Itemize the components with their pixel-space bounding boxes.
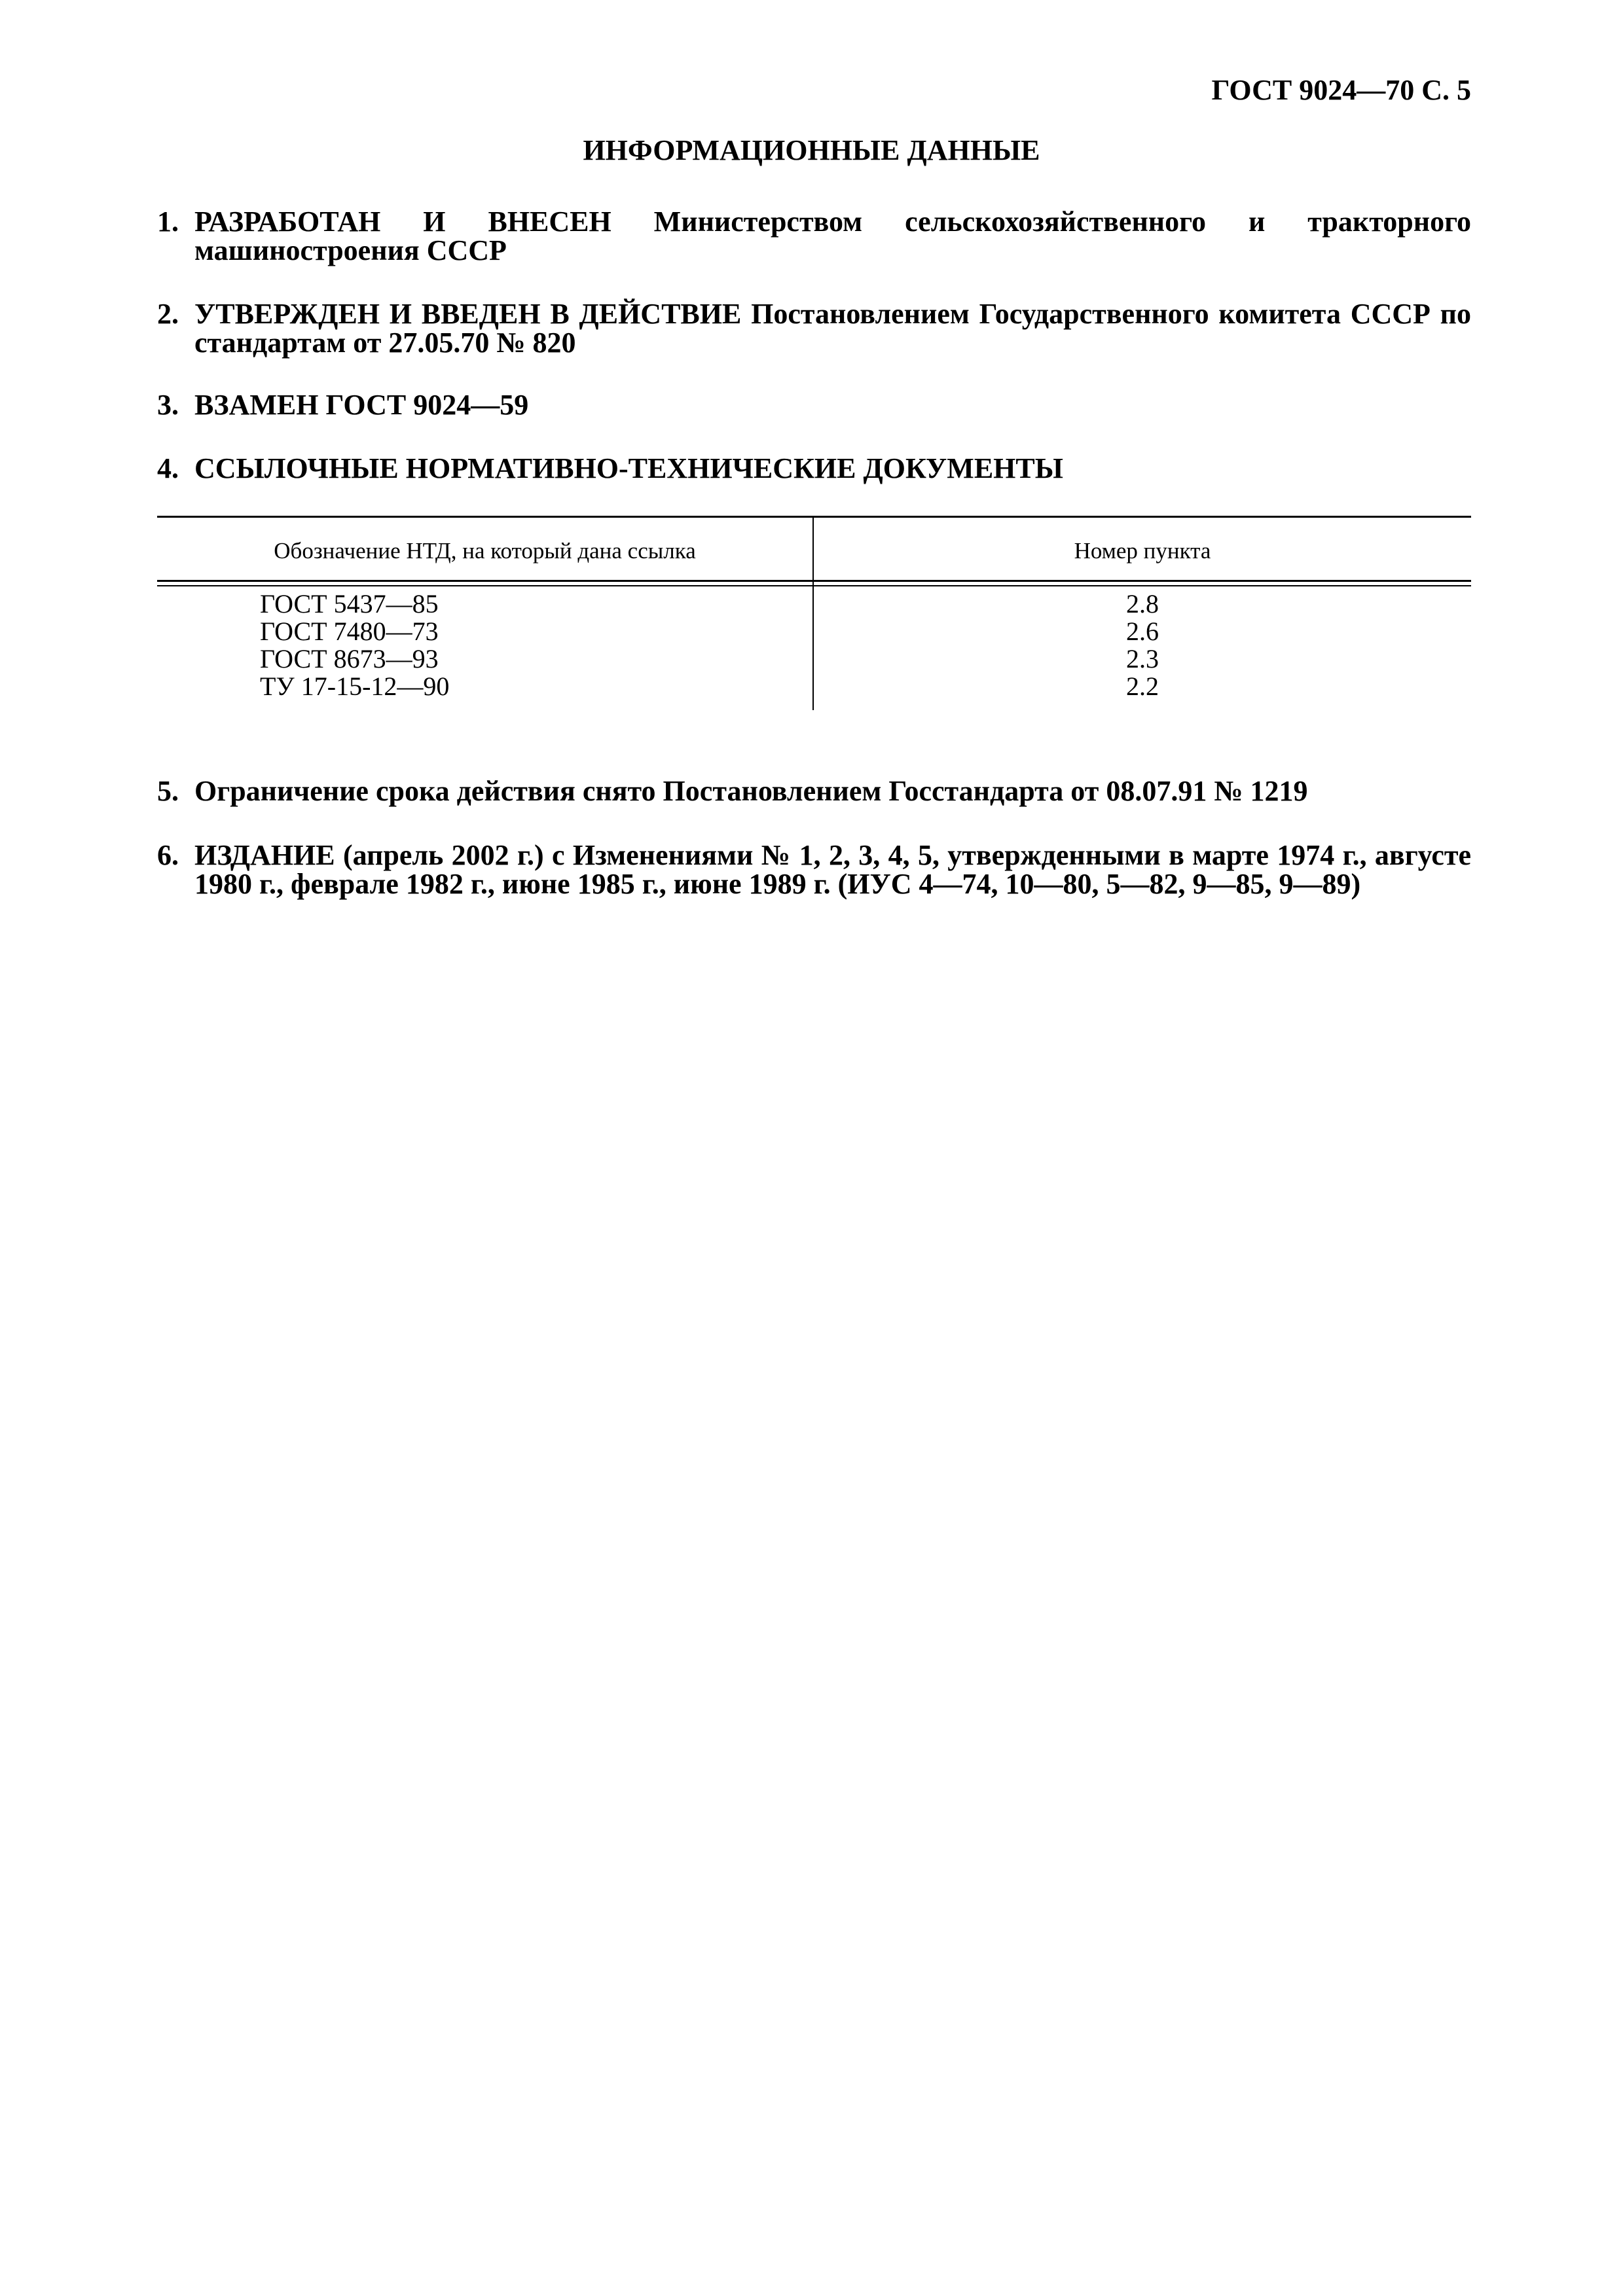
designation-cell: ГОСТ 7480—73 bbox=[260, 617, 439, 646]
item-body bbox=[194, 454, 1471, 483]
table-header-clause: Номер пункта bbox=[1074, 538, 1211, 564]
clause-cell: 2.6 bbox=[1126, 617, 1159, 646]
clause-cell: 2.2 bbox=[1126, 672, 1159, 701]
item-body bbox=[194, 207, 1471, 265]
table-header-rule-double bbox=[157, 585, 1471, 586]
table-body bbox=[157, 590, 1471, 700]
info-item-5 bbox=[157, 777, 1471, 806]
item-number: 2. bbox=[157, 298, 179, 330]
table-header-designation: Обозначение НТД, на который дана ссылка bbox=[274, 538, 696, 564]
item-body bbox=[194, 841, 1471, 899]
table-row bbox=[157, 590, 1471, 618]
table-row bbox=[157, 673, 1471, 700]
designation-cell: ТУ 17-15-12—90 bbox=[260, 672, 450, 701]
document-title: ИНФОРМАЦИОННЫЕ ДАННЫЕ bbox=[583, 134, 1040, 166]
item-number: 6. bbox=[157, 839, 179, 871]
item-number: 1. bbox=[157, 206, 179, 238]
table-top-rule bbox=[157, 516, 1471, 518]
table-row bbox=[157, 618, 1471, 645]
item-text: Постановлением Государственного комитета СССР по стандартам от 27.05.70 № 820 bbox=[194, 298, 1472, 359]
item-lead: УТВЕРЖДЕН И ВВЕДЕН В ДЕЙСТВИЕ bbox=[194, 298, 742, 330]
designation-cell: ГОСТ 8673—93 bbox=[260, 644, 439, 673]
item-text: Ограничение срока действия снято Постановлением Госстандарта от 08.07.91 № 1219 bbox=[194, 775, 1308, 807]
table-row bbox=[157, 645, 1471, 673]
info-item-2 bbox=[157, 300, 1471, 357]
table-header-rule bbox=[157, 580, 1471, 582]
item-text: Министерством сельскохозяйственного и тракторного машиностроения СССР bbox=[194, 206, 1471, 266]
info-item-1 bbox=[157, 207, 1471, 265]
reference-documents-table bbox=[157, 516, 1471, 712]
clause-cell: 2.3 bbox=[1126, 644, 1159, 673]
item-lead: ССЫЛОЧНЫЕ НОРМАТИВНО-ТЕХНИЧЕСКИЕ ДОКУМЕНТЫ bbox=[194, 452, 1063, 484]
item-body bbox=[194, 300, 1471, 357]
item-body bbox=[194, 777, 1471, 806]
info-item-3 bbox=[157, 391, 1471, 420]
item-lead: ВЗАМЕН ГОСТ 9024—59 bbox=[194, 389, 529, 421]
item-number: 3. bbox=[157, 389, 179, 421]
item-text: (апрель 2002 г.) с Изменениями № 1, 2, 3, 4, 5, утвержденными в марте 1974 г., августе 1980 г., феврале 1982 г., июне 1985 г., июне 1989 г. (ИУС 4—74, 10—80, 5—82, 9—85, 9—89) bbox=[194, 839, 1471, 900]
item-lead: ИЗДАНИЕ bbox=[194, 839, 335, 871]
info-item-6 bbox=[157, 841, 1471, 899]
item-body bbox=[194, 391, 1471, 420]
page-header: ГОСТ 9024—70 С. 5 bbox=[1211, 74, 1471, 106]
clause-cell: 2.8 bbox=[1126, 589, 1159, 619]
designation-cell: ГОСТ 5437—85 bbox=[260, 589, 439, 619]
item-number: 5. bbox=[157, 775, 179, 807]
item-lead: РАЗРАБОТАН И ВНЕСЕН bbox=[194, 206, 611, 238]
info-item-4 bbox=[157, 454, 1471, 483]
item-number: 4. bbox=[157, 452, 179, 484]
